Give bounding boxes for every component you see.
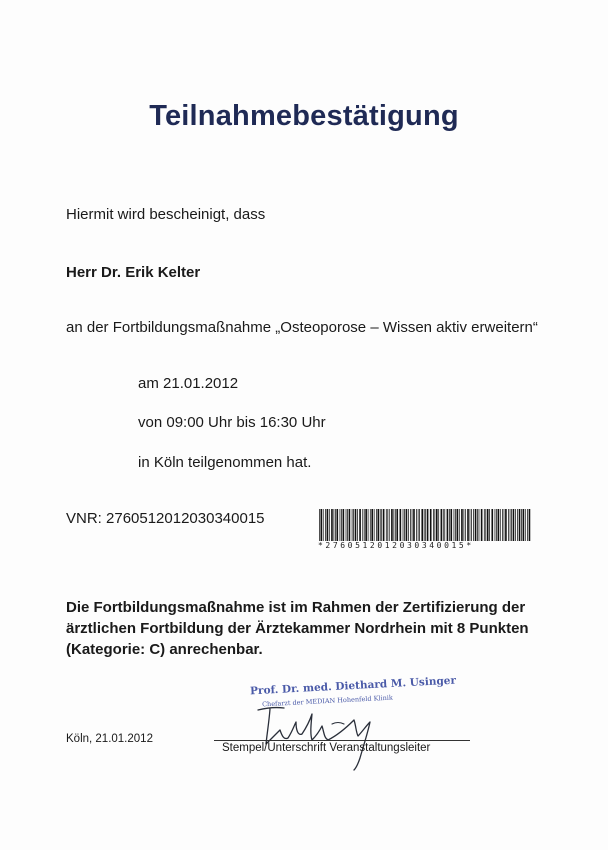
- certificate-title: Teilnahmebestätigung: [149, 100, 459, 132]
- accreditation-statement: Die Fortbildungsmaßnahme ist im Rahmen der Zertifizierung der ärztlichen Fortbildung der Ärztekammer Nordrhein mit 8 Punkten (Kategorie: C) anrechenbar.: [66, 599, 529, 658]
- vnr-number: VNR: 2760512012030340015: [66, 510, 265, 527]
- participant-name: Herr Dr. Erik Kelter: [66, 264, 201, 281]
- signature-label: Stempel/Unterschrift Veranstaltungsleiter: [222, 742, 431, 754]
- place-date: Köln, 21.01.2012: [66, 733, 153, 745]
- course-time: von 09:00 Uhr bis 16:30 Uhr: [138, 414, 326, 431]
- course-date: am 21.01.2012: [138, 375, 239, 392]
- signature-line: [214, 740, 470, 741]
- barcode-image: [318, 509, 532, 541]
- course-text: an der Fortbildungsmaßnahme „Osteoporose – Wissen aktiv erweitern“: [66, 319, 538, 336]
- barcode-caption: *2760512012030340015*: [318, 541, 474, 550]
- handwritten-signature: [236, 692, 406, 772]
- stamp-role: Chefarzt der MEDIAN Hohenfeld Klinik: [261, 693, 394, 709]
- stamp-name: Prof. Dr. med. Diethard M. Usinger: [249, 674, 457, 698]
- intro-text: Hiermit wird bescheinigt, dass: [66, 206, 266, 223]
- course-place: in Köln teilgenommen hat.: [138, 454, 312, 471]
